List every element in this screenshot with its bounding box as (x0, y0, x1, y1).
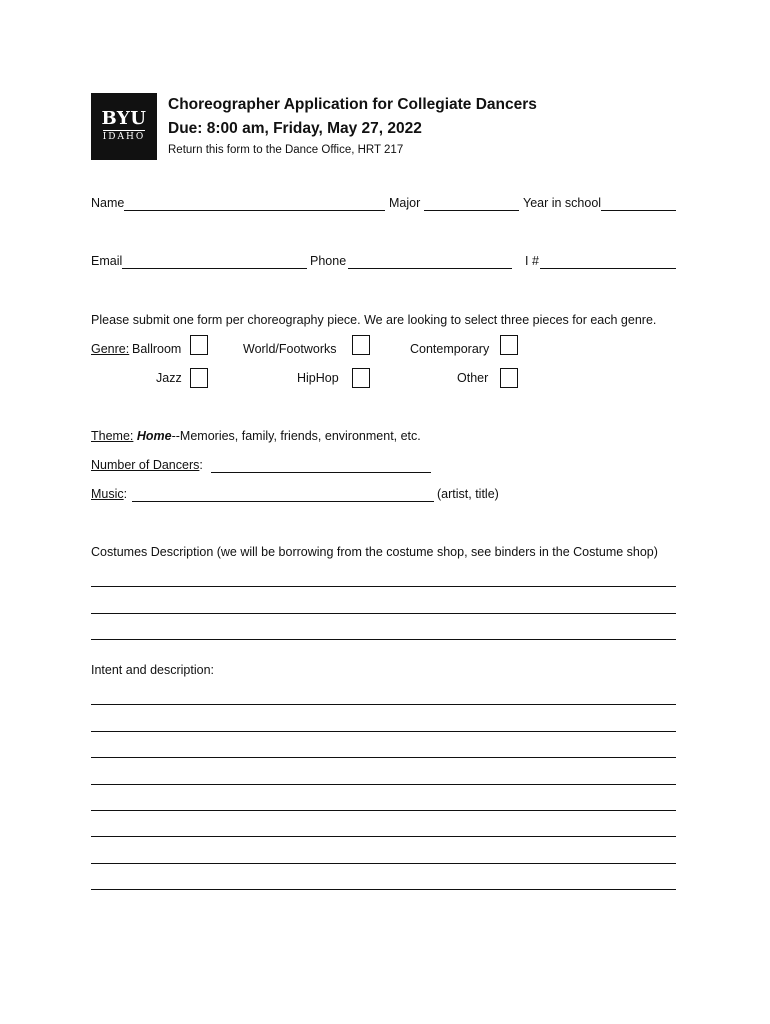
music-field[interactable] (132, 501, 434, 502)
instructions-text: Please submit one form per choreography piece. We are looking to select three pieces for each genre. (91, 313, 657, 327)
year-label: Year in school (523, 196, 602, 210)
dancers-label: Number of Dancers (91, 458, 200, 472)
name-label: Name (91, 196, 125, 210)
intent-line-8[interactable] (91, 889, 676, 890)
name-field[interactable] (124, 210, 385, 211)
form-title: Choreographer Application for Collegiate Dancers (168, 96, 537, 113)
due-date: Due: 8:00 am, Friday, May 27, 2022 (168, 120, 422, 137)
intent-line-6[interactable] (91, 836, 676, 837)
genre-option-jazz-label: Jazz (156, 371, 182, 385)
genre-world-checkbox[interactable] (352, 335, 370, 355)
year-field[interactable] (601, 210, 676, 211)
genre-option-world-label: World/Footworks (243, 342, 337, 356)
genre-option-contemporary-label: Contemporary (410, 342, 490, 356)
costumes-line-1[interactable] (91, 586, 676, 587)
intent-line-2[interactable] (91, 731, 676, 732)
intent-label: Intent and description: (91, 663, 214, 677)
intent-line-1[interactable] (91, 704, 676, 705)
intent-line-4[interactable] (91, 784, 676, 785)
theme-label: Theme: (91, 429, 134, 443)
genre-jazz-checkbox[interactable] (190, 368, 208, 388)
genre-label: Genre: (91, 342, 130, 356)
music-label: Music (91, 487, 124, 501)
return-note: Return this form to the Dance Office, HRT 217 (168, 144, 404, 156)
major-label: Major (389, 196, 421, 210)
genre-ballroom-checkbox[interactable] (190, 335, 208, 355)
logo-top-text: BYU (101, 108, 147, 129)
logo-bottom-text: IDAHO (102, 132, 146, 142)
genre-contemporary-checkbox[interactable] (500, 335, 518, 355)
genre-option-hiphop-label: HipHop (297, 371, 339, 385)
costumes-line-2[interactable] (91, 613, 676, 614)
genre-option-other-label: Other (457, 371, 489, 385)
genre-hiphop-checkbox[interactable] (352, 368, 370, 388)
inum-field[interactable] (540, 268, 676, 269)
genre-other-checkbox[interactable] (500, 368, 518, 388)
intent-line-3[interactable] (91, 757, 676, 758)
music-hint: (artist, title) (437, 487, 499, 501)
intent-line-5[interactable] (91, 810, 676, 811)
email-label: Email (91, 254, 123, 268)
costumes-label: Costumes Description (we will be borrowing from the costume shop, see binders in the Costume shop) (91, 545, 658, 559)
theme-word: Home (136, 429, 172, 443)
genre-option-ballroom-label: Ballroom (132, 342, 182, 356)
dancers-line (91, 457, 203, 473)
music-colon: : (123, 487, 128, 501)
theme-line (91, 428, 421, 444)
byu-idaho-logo (91, 93, 157, 160)
dancers-colon: : (199, 458, 203, 472)
email-field[interactable] (122, 268, 307, 269)
major-field[interactable] (424, 210, 519, 211)
intent-line-7[interactable] (91, 863, 676, 864)
theme-description: --Memories, family, friends, environment, etc. (171, 429, 421, 443)
music-line (91, 486, 127, 502)
inum-label: I # (525, 254, 539, 268)
costumes-line-3[interactable] (91, 639, 676, 640)
phone-label: Phone (310, 254, 347, 268)
phone-field[interactable] (348, 268, 512, 269)
dancers-field[interactable] (211, 472, 431, 473)
